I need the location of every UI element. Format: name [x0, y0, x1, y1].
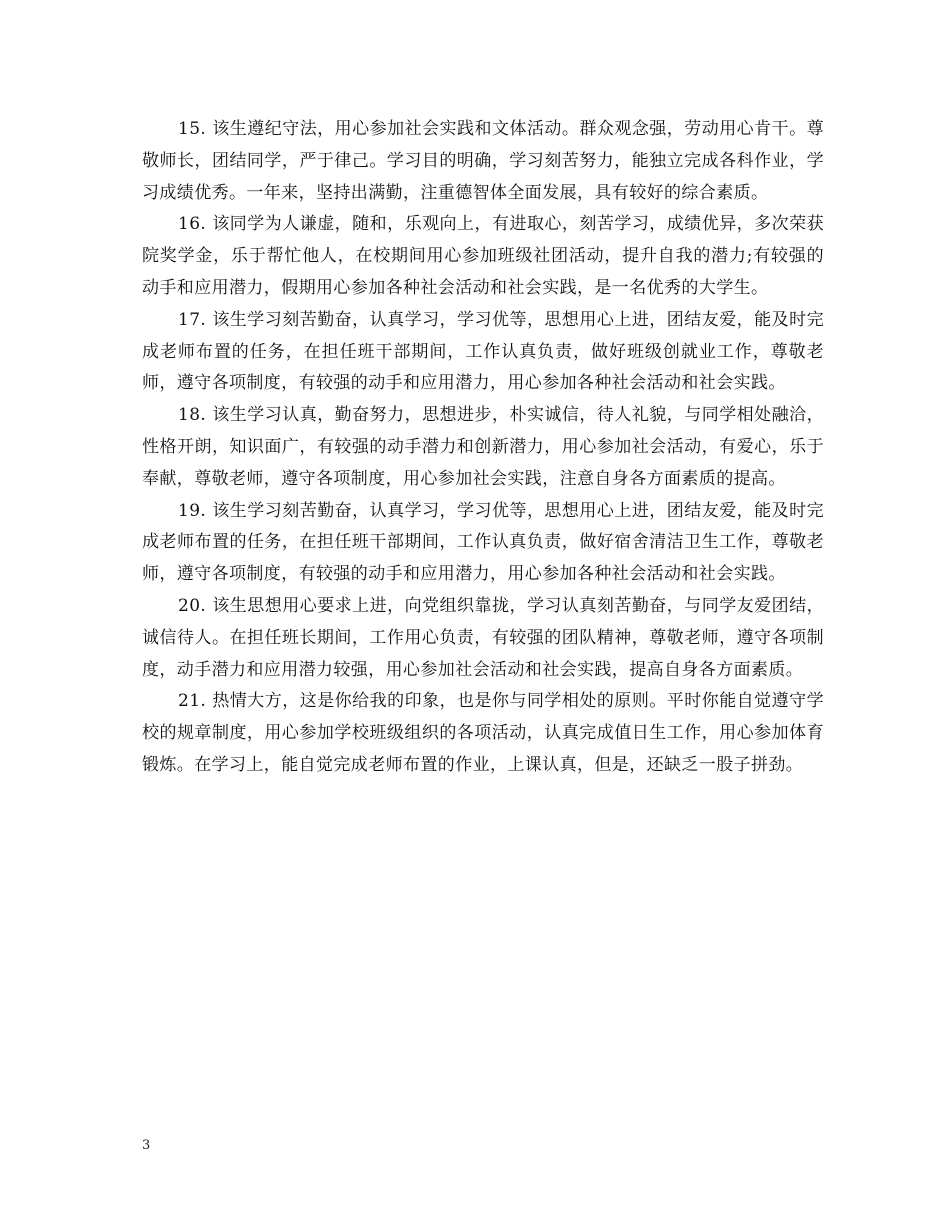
paragraph-text: 该同学为人谦虚，随和，乐观向上，有进取心，刻苦学习，成绩优异，多次荣获院奖学金，乐于帮忙他人，在校期间用心参加班级社团活动，提升自我的潜力;有较强的动手和应用潜力，假期用心参加各种社会活动和社会实践，是一名优秀的大学生。	[142, 214, 824, 298]
paragraph-15	[142, 114, 824, 209]
paragraph-16	[142, 209, 824, 304]
paragraph-text: 该生思想用心要求上进，向党组织靠拢，学习认真刻苦勤奋，与同学友爱团结，诚信待人。在担任班长期间，工作用心负责，有较强的团队精神，尊敬老师，遵守各项制度，动手潜力和应用潜力较强，用心参加社会活动和社会实践，提高自身各方面素质。	[142, 595, 824, 680]
paragraph-21	[142, 686, 824, 781]
paragraph-number: 19.	[178, 500, 207, 521]
paragraph-text: 热情大方，这是你给我的印象，也是你与同学相处的原则。平时你能自觉遵守学校的规章制度，用心参加学校班级组织的各项活动，认真完成值日生工作，用心参加体育锻炼。在学习上，能自觉完成老师布置的作业，上课认真，但是，还缺乏一股子拼劲。	[142, 691, 824, 775]
paragraph-number: 21.	[178, 691, 207, 712]
paragraph-number: 18.	[178, 405, 207, 426]
paragraph-number: 16.	[178, 214, 207, 235]
paragraph-17	[142, 305, 824, 400]
paragraph-18	[142, 400, 824, 495]
paragraph-20	[142, 591, 824, 686]
paragraph-number: 20.	[178, 595, 207, 616]
paragraph-text: 该生学习刻苦勤奋，认真学习，学习优等，思想用心上进，团结友爱，能及时完成老师布置的任务，在担任班干部期间，工作认真负责，做好班级创就业工作，尊敬老师，遵守各项制度，有较强的动手和应用潜力，用心参加各种社会活动和社会实践。	[142, 309, 824, 394]
document-body	[142, 114, 824, 782]
paragraph-text: 该生学习刻苦勤奋，认真学习，学习优等，思想用心上进，团结友爱，能及时完成老师布置的任务，在担任班干部期间，工作认真负责，做好宿舍清洁卫生工作，尊敬老师，遵守各项制度，有较强的动手和应用潜力，用心参加各种社会活动和社会实践。	[142, 500, 824, 585]
page-number: 3	[142, 1138, 151, 1153]
paragraph-text: 该生学习认真，勤奋努力，思想进步，朴实诚信，待人礼貌，与同学相处融洽，性格开朗，知识面广，有较强的动手潜力和创新潜力，用心参加社会活动，有爱心，乐于奉献，尊敬老师，遵守各项制度，用心参加社会实践，注意自身各方面素质的提高。	[142, 405, 824, 489]
paragraph-number: 15.	[178, 119, 207, 139]
paragraph-19	[142, 496, 824, 591]
paragraph-number: 17.	[178, 309, 207, 330]
paragraph-text: 该生遵纪守法，用心参加社会实践和文体活动。群众观念强，劳动用心肯干。尊敬师长，团结同学，严于律己。学习目的明确，学习刻苦努力，能独立完成各科作业，学习成绩优秀。一年来，坚持出满勤，注重德智体全面发展，具有较好的综合素质。	[142, 119, 824, 203]
